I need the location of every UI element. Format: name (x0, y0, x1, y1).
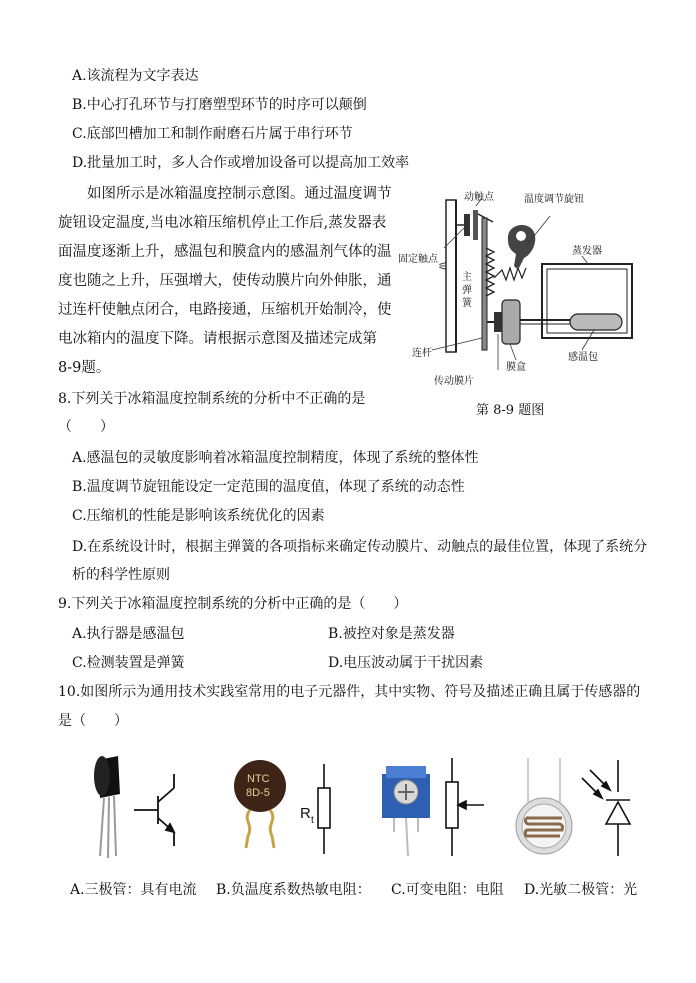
label-rod: 连杆 (412, 348, 432, 359)
thermistor-marking-1: NTC (247, 773, 270, 785)
label-contact: 动触点 (464, 192, 494, 203)
label-spring-1: 主 (462, 272, 472, 283)
q10-option-a: A.三极管：具有电流 (70, 882, 197, 898)
svg-text:⚟: ⚟ (438, 261, 448, 273)
q8-option-d: D.在系统设计时，根据主弹簧的各项指标来确定传动膜片、动触点的最佳位置，体现了系统分 (72, 539, 648, 555)
q8-stem: 8.下列关于冰箱温度控制系统的分析中不正确的是 (58, 391, 366, 407)
fixed-contact (464, 214, 470, 236)
q8-option-a: A.感温包的灵敏度影响着冰箱温度控制精度，体现了系统的整体性 (72, 450, 479, 466)
label-sensor-bulb: 感温包 (568, 352, 598, 363)
temperature-knob (508, 225, 535, 270)
intro-line-7: 8-9题。 (58, 360, 111, 376)
label-fixed-contact: 固定触点 (398, 254, 438, 265)
intro-line-4: 度也随之上升，压强增大，使传动膜片向外伸胀，通 (58, 273, 392, 289)
q8-option-b: B.温度调节旋钮能设定一定范围的温度值，体现了系统的动态性 (72, 479, 465, 495)
diaphragm (494, 312, 502, 332)
thermistor-marking-2: 8D-5 (246, 787, 270, 799)
label-knob: 温度调节旋钮 (524, 194, 584, 205)
mounting-plate (446, 200, 456, 352)
resistor-label: R (300, 805, 311, 822)
figure-caption: 第 8-9 题图 (476, 403, 545, 418)
q7-option-b: B.中心打孔环节与打磨塑型环节的时序可以颠倒 (72, 97, 367, 113)
transistor-symbol (134, 774, 174, 846)
variable-resistor-figure (376, 752, 492, 864)
photodiode-symbol (582, 760, 630, 856)
sensor-bulb (570, 314, 622, 330)
intro-line-2: 旋钮设定温度,当电冰箱压缩机停止工作后,蒸发器表 (58, 215, 387, 231)
q10-option-d: D.光敏二极管：光 (524, 882, 638, 898)
thermostat-diagram (398, 188, 648, 390)
q8-blank: （ ） (58, 419, 114, 435)
thermistor-symbol (318, 764, 330, 854)
q7-option-a: A.该流程为文字表达 (72, 68, 199, 84)
intro-line-5: 过连杆使触点闭合，电路接通，压缩机开始制冷，使 (58, 302, 392, 318)
q9-option-b: B.被控对象是蒸发器 (328, 626, 455, 642)
q10-option-c: C.可变电阻：电阻 (391, 882, 504, 898)
intro-line-1: 如图所示是冰箱温度控制示意图。通过温度调节 (58, 186, 392, 202)
q9-stem: 9.下列关于冰箱温度控制系统的分析中正确的是（ ） (58, 596, 408, 612)
q8-option-d-cont: 析的科学性原则 (72, 567, 170, 583)
label-evaporator: 蒸发器 (572, 246, 602, 257)
q10-stem: 10.如图所示为通用技术实践室常用的电子元器件，其中实物、符号及描述正确且属于传感器的 (58, 684, 641, 700)
resistor-subscript: t (311, 815, 314, 826)
variable-resistor-symbol (446, 758, 484, 856)
label-diaphragm: 传动膜片 (434, 376, 474, 387)
label-spring-2: 弹 (462, 285, 472, 296)
label-spring-3: 簧 (462, 298, 472, 309)
q8-option-c: C.压缩机的性能是影响该系统优化的因素 (72, 508, 325, 524)
intro-line-6: 电冰箱内的温度下降。请根据示意图及描述完成第 (58, 331, 377, 347)
q10-option-b: B.负温度系数热敏电阻： (216, 882, 371, 898)
q10-stem-cont: 是（ ） (58, 713, 128, 729)
thermistor-figure (228, 752, 340, 864)
q7-option-c: C.底部凹槽加工和制作耐磨石片属于串行环节 (72, 126, 353, 142)
q9-option-c: C.检测装置是弹簧 (72, 655, 185, 671)
bellows (502, 300, 520, 344)
q9-option-d: D.电压波动属于干扰因素 (328, 655, 484, 671)
main-spring (486, 248, 494, 296)
moving-contact (473, 210, 478, 240)
q9-option-a: A.执行器是感温包 (72, 626, 185, 642)
q7-option-d: D.批量加工时，多人合作或增加设备可以提高加工效率 (72, 155, 410, 171)
intro-line-3: 面温度逐渐上升，感温包和膜盒内的感温剂气体的温 (58, 244, 392, 260)
photodiode-figure (510, 752, 642, 864)
transistor-figure (88, 752, 196, 864)
label-bellows: 膜盒 (506, 362, 526, 373)
lever-bar (482, 218, 487, 350)
